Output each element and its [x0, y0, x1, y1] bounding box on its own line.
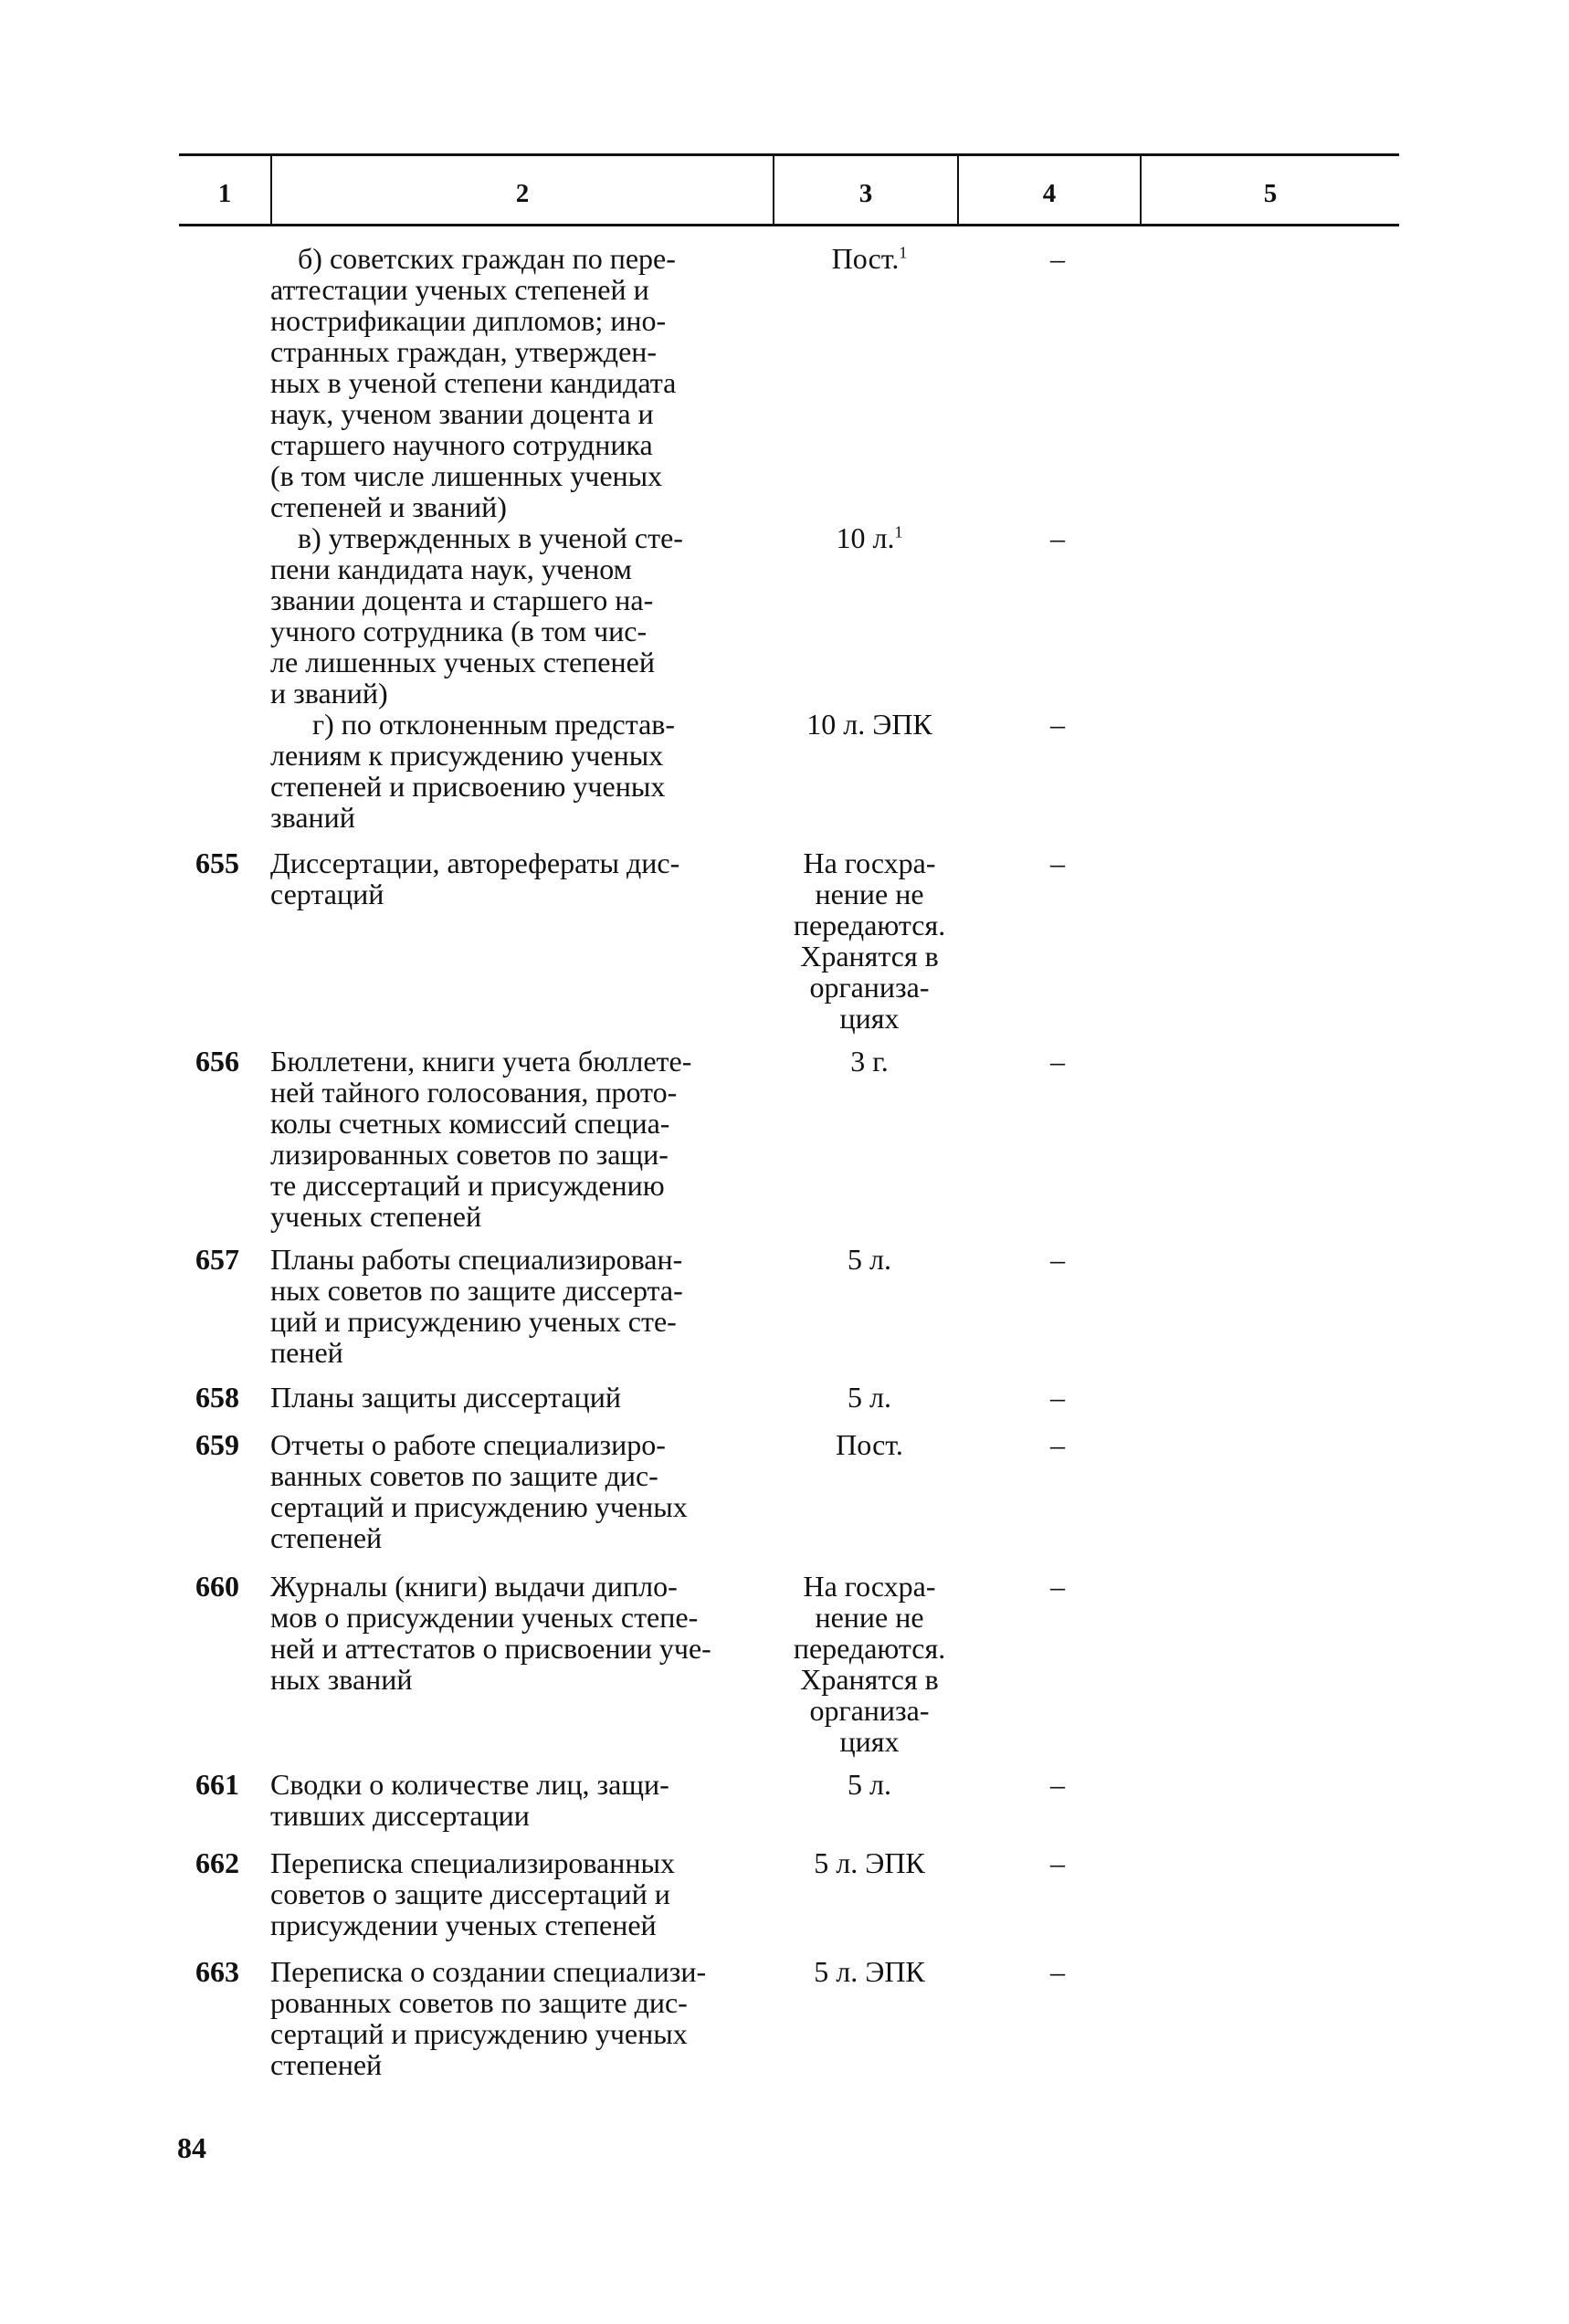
row-period-text: Пост. — [831, 242, 900, 275]
row-description: Переписка специализированных советов о защите диссертаций и присуждении ученых степеней — [270, 1846, 675, 1941]
row-col4-dash: – — [1050, 1846, 1065, 1879]
row-number: 655 — [195, 847, 239, 879]
row-col4-dash: – — [1050, 1381, 1065, 1414]
row-col4-dash: – — [1050, 708, 1065, 741]
row-description: г) по отклоненным представ- лениям к присуждению ученых степеней и присвоению ученых званий — [270, 708, 676, 834]
page-number: 84 — [177, 2131, 206, 2164]
row-retention-period: 3 г. — [850, 1045, 889, 1078]
row-description: Планы защиты диссертаций — [270, 1381, 621, 1414]
header-col-4: 4 — [1042, 179, 1057, 208]
row-description: б) советских граждан по пере- аттестации ученых степеней и нострификации дипломов; ино- странных граждан, утвержден- ных в ученой степени кандидата наук, ученом звании доцента и старшего научного сотрудника (в том числе лишенных ученых степеней и званий) — [270, 242, 677, 523]
row-col4-dash: – — [1050, 1243, 1065, 1276]
row-col4-dash: – — [1050, 242, 1065, 275]
row-col4-dash: – — [1050, 1570, 1065, 1603]
row-number: 657 — [195, 1243, 239, 1276]
row-retention-period — [769, 522, 970, 553]
header-col-2: 2 — [515, 179, 530, 208]
row-col4-dash: – — [1050, 521, 1065, 554]
row-retention-period: 10 л. ЭПК — [806, 708, 932, 741]
row-retention-period: На госхра- нение не передаются. Хранятся в организа- циях — [793, 847, 946, 1035]
row-retention-period: 5 л. — [848, 1768, 891, 1801]
row-number: 659 — [195, 1428, 239, 1461]
header-col-1: 1 — [217, 179, 232, 208]
row-number: 663 — [195, 1955, 239, 1988]
row-number: 661 — [195, 1768, 239, 1801]
row-description: Отчеты о работе специализиро- ванных советов по защите дис- сертаций и присуждению ученых степеней — [270, 1428, 688, 1554]
row-description: Планы работы специализирован- ных советов по защите диссерта- ций и присуждению ученых сте- пеней — [270, 1243, 683, 1369]
row-retention-period: 5 л. — [848, 1243, 891, 1276]
row-col4-dash: – — [1050, 847, 1065, 879]
row-col4-dash: – — [1050, 1768, 1065, 1801]
row-retention-period: 5 л. ЭПК — [814, 1955, 925, 1988]
header-bottom-rule — [179, 224, 1399, 226]
row-col4-dash: – — [1050, 1955, 1065, 1988]
row-description: Журналы (книги) выдачи дипло- мов о присуждении ученых степе- ней и аттестатов о присвоении уче- ных званий — [270, 1570, 711, 1696]
row-description: Сводки о количестве лиц, защи- тивших диссертации — [270, 1768, 669, 1832]
footnote-mark: 1 — [899, 243, 908, 262]
row-number: 656 — [195, 1045, 239, 1078]
header-col-3: 3 — [858, 179, 873, 208]
row-period-text: 10 л. — [836, 521, 895, 554]
row-retention-period — [769, 243, 970, 274]
row-description: в) утвержденных в ученой сте- пени кандидата наук, ученом звании доцента и старшего на- учного сотрудника (в том чис- ле лишенных ученых степеней и званий) — [270, 521, 683, 710]
row-number: 658 — [195, 1381, 239, 1414]
header-col-5: 5 — [1263, 179, 1278, 208]
row-col4-dash: – — [1050, 1045, 1065, 1078]
row-description: Диссертации, авторефераты дис- сертаций — [270, 847, 680, 910]
row-description: Переписка о создании специализи- рованных советов по защите дис- сертаций и присуждению ученых степеней — [270, 1955, 707, 2081]
row-col4-dash: – — [1050, 1428, 1065, 1461]
row-retention-period: 5 л. — [848, 1381, 891, 1414]
row-number: 662 — [195, 1846, 239, 1879]
row-retention-period: На госхра- нение не передаются. Хранятся в организа- циях — [793, 1570, 946, 1758]
row-retention-period: Пост. — [836, 1428, 903, 1461]
footnote-mark: 1 — [894, 522, 903, 542]
header-top-rule — [179, 153, 1399, 156]
row-retention-period: 5 л. ЭПК — [814, 1846, 925, 1879]
row-number: 660 — [195, 1570, 239, 1603]
row-description: Бюллетени, книги учета бюллете- ней тайного голосования, прото- колы счетных комиссий специа- лизированных советов по защи- те диссертаций и присуждению ученых степеней — [270, 1045, 692, 1233]
